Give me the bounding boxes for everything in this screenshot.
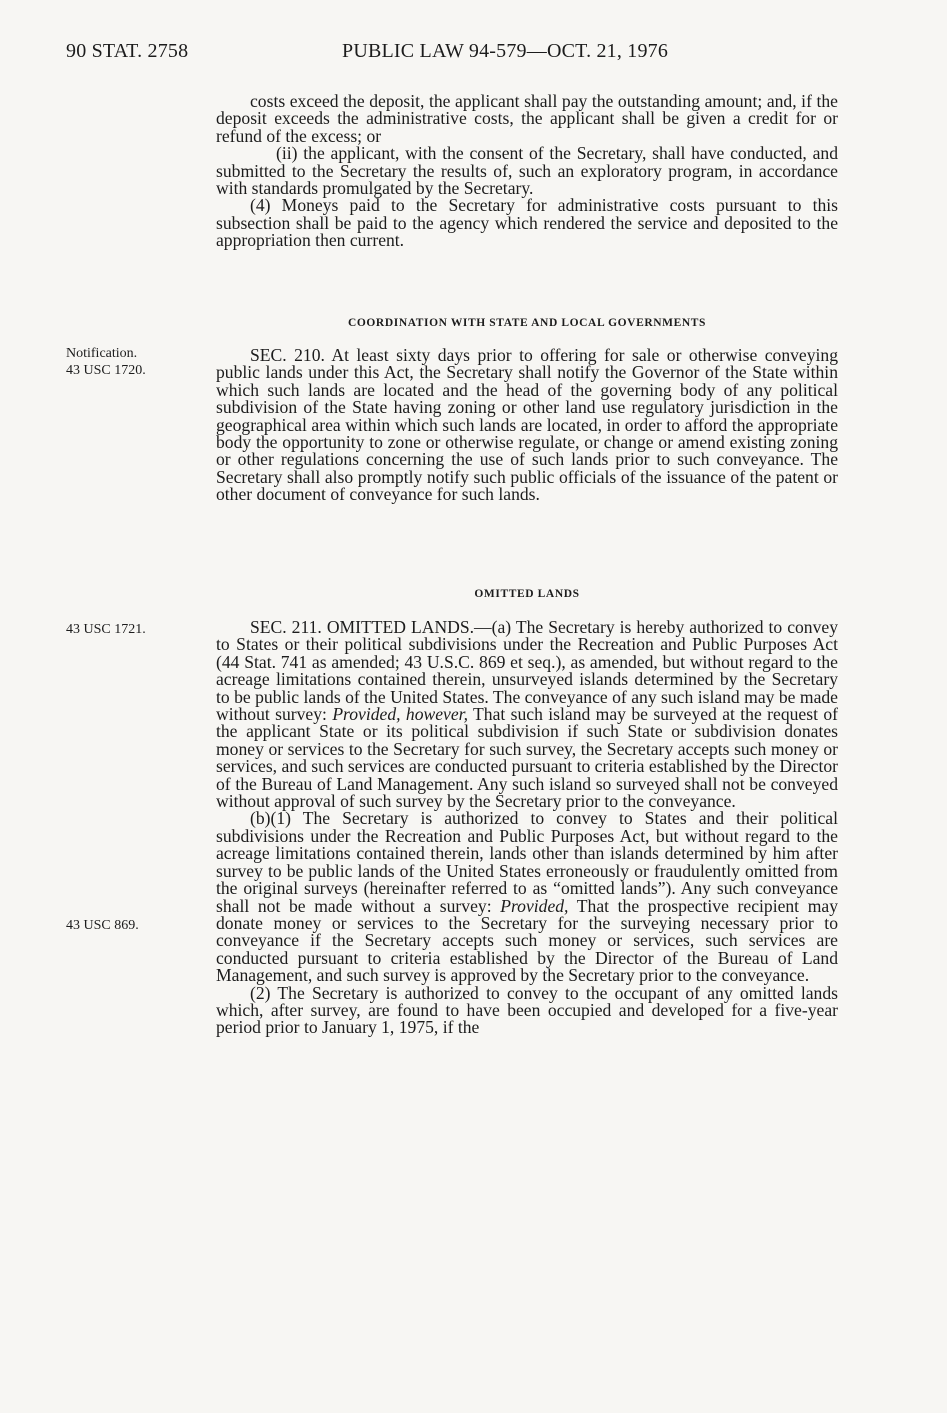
section-heading-coordination: COORDINATION WITH STATE AND LOCAL GOVERNMENTS bbox=[347, 317, 707, 329]
section-211-b1-proviso-text: That the prospective recipient may donate money or services to the Secretary for the surveying necessary prior to conveyance if the Secretary accepts such money or services, such services are conducted pursuant to criteria established by the Director of the Bureau of Land Management, and such survey is approved by the Secretary prior to the conveyance. bbox=[216, 895, 838, 986]
margin-note-notification: Notification. bbox=[66, 346, 138, 361]
section-211-b1-text: (b)(1) The Secretary is authorized to convey to States and their political subdivisions under the Recreation and Public Purposes Act, but without regard to the acreage limitations contained therein, lands other than islands determined by him after survey to be public lands of the United States erroneously or fraudulently omitted from the original surveys (hereinafter referred to as “omitted lands”). Any such conveyance shall not be made without a survey: bbox=[216, 808, 838, 916]
section-211-block bbox=[216, 619, 838, 1037]
paragraph-costs: costs exceed the deposit, the applicant shall pay the outstanding amount; and, if the deposit exceeds the administrative costs, the applicant shall be given a credit for or refund of the excess; or bbox=[216, 91, 838, 146]
section-211-b2: (2) The Secretary is authorized to convey to the occupant of any omitted lands which, after survey, are found to have been occupied and developed for a five-year period prior to January 1, 1975, if the bbox=[216, 982, 838, 1038]
law-title: PUBLIC LAW 94-579—OCT. 21, 1976 bbox=[342, 40, 669, 62]
margin-note-43-usc-1720: 43 USC 1720. bbox=[66, 363, 146, 378]
section-211-b1 bbox=[216, 810, 838, 984]
section-211-a-text: —(a) The Secretary is hereby authorized to convey to States or their political subdivisions under the Recreation and Public Purposes Act (44 Stat. 741 as amended; 43 U.S.C. 869 et seq.), as amended, but without regard to the acreage limitations contained therein, unsurveyed islands determined by the Secretary to be public lands of the United States. The conveyance of any such island may be made without survey: bbox=[216, 617, 839, 725]
margin-note-43-usc-1721: 43 USC 1721. bbox=[66, 622, 146, 637]
continuation-block bbox=[216, 93, 838, 250]
proviso-however: Provided, however, bbox=[332, 704, 468, 725]
paragraph-ii: (ii) the applicant, with the consent of the Secretary, shall have conducted, and submitted to the Secretary the results of, such an exploratory program, in accordance with standards promulgated by the Secretary. bbox=[216, 143, 838, 199]
section-211-a-proviso-text: That such island may be surveyed at the request of the applicant State or its political subdivision if such State or subdivision donates money or services to the Secretary for such survey, the Secretary accepts such money or services, and such services are conducted pursuant to criteria established by the Director of the Bureau of Land Management. Any such island so surveyed shall not be conveyed without approval of such survey by the Secretary prior to the conveyance. bbox=[216, 704, 838, 812]
proviso-provided: Provided, bbox=[500, 895, 569, 916]
section-211-a bbox=[216, 619, 838, 810]
stat-page-ref: 90 STAT. 2758 bbox=[66, 40, 189, 62]
paragraph-4: (4) Moneys paid to the Secretary for administrative costs pursuant to this subsection shall be paid to the agency which rendered the service and deposited to the appropriation then current. bbox=[216, 195, 838, 251]
section-210-block bbox=[216, 347, 838, 504]
margin-note-43-usc-869: 43 USC 869. bbox=[66, 918, 139, 933]
page-header bbox=[66, 40, 896, 70]
section-heading-omitted-lands: OMITTED LANDS bbox=[474, 588, 580, 600]
section-210-text: SEC. 210. At least sixty days prior to offering for sale or otherwise conveying public lands under this Act, the Secretary shall notify the Governor of the State within which such lands are located and the head of the governing body of any political subdivision of the State having zoning or other land use regulatory jurisdiction in the geographical area within which such lands are located, in order to afford the appropriate body the opportunity to zone or otherwise regulate, or change or amend existing zoning or other regulations concerning the use of such lands prior to such conveyance. The Secretary shall also promptly notify such public officials of the issuance of the patent or other document of conveyance for such lands. bbox=[216, 345, 838, 505]
section-211-label: SEC. 211. bbox=[250, 617, 322, 637]
section-211-title: OMITTED LANDS. bbox=[326, 617, 475, 637]
